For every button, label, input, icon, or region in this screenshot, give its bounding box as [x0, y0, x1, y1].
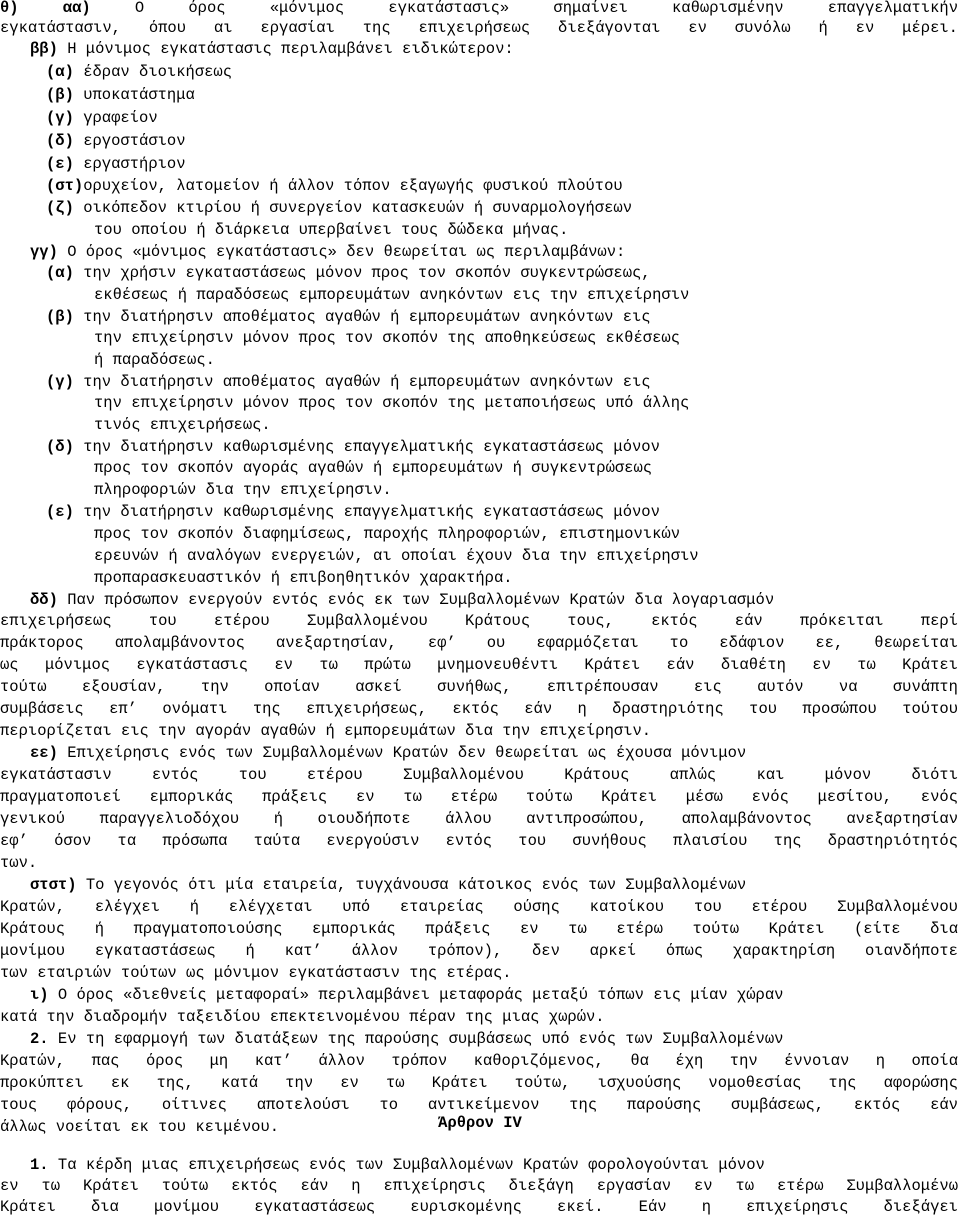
list-item: (β) την διατήρησιν αποθέματος αγαθών ή εμπορευμάτων ανηκόντων εις [46, 308, 651, 326]
text-line: των εταιριών τούτων ως μόνιμον εγκατάστασιν της ετέρας. [0, 964, 512, 982]
paragraph-first-line: δδ) Παν πρόσωπον ενεργούν εντός ενός εκ των Συμβαλλομένων Κρατών δια λογαριασμόν [30, 591, 775, 609]
list-item-continuation: του οποίου ή διάρκεια υπερβαίνει τους δώδεκα μήνας. [94, 221, 569, 239]
list-item: (ζ) οικόπεδον κτιρίου ή συνεργείον κατασκευών ή συναρμολογήσεων [46, 199, 632, 217]
text-line: εγκατάστασιν εντός του ετέρου Συμβαλλομένου Κράτους απλώς και μόνον διότι [0, 766, 958, 784]
text-line: των. [0, 854, 38, 872]
text-line: πράκτορος απολαμβάνοντος ανεξαρτησίαν, εφ’ ου εφαρμόζεται το εδάφιον εε, θεωρείται [0, 634, 958, 652]
paragraph-first-line: στστ) Το γεγονός ότι μία εταιρεία, τυγχάνουσα κάτοικος ενός των Συμβαλλομένων [30, 876, 747, 894]
text-line: προκύπτει εκ της, κατά την εν τω Κράτει τούτω, ισχυούσης νομοθεσίας της αφορώσης [0, 1074, 958, 1092]
list-item-continuation: προς τον σκοπόν διαφημίσεως, παροχής πληροφοριών, επιστημονικών [94, 525, 680, 543]
text-line: Κράτει δια μονίμου εγκαταστάσεως ευρισκομένης εκεί. Εάν η επιχείρησις διεξάγει [0, 1198, 958, 1216]
list-item: (στ)ορυχείον, λατομείον ή άλλον τόπον εξαγωγής φυσικού πλούτου [46, 177, 623, 195]
list-item: (δ) την διατήρησιν καθωρισμένης επαγγελματικής εγκαταστάσεως μόνον [46, 438, 660, 456]
list-item: (γ) γραφείον [46, 109, 158, 127]
list-item: (ε) την διατήρησιν καθωρισμένης επαγγελματικής εγκαταστάσεως μόνον [46, 503, 660, 521]
text-line: τούτω εξουσίαν, την οποίαν ασκεί συνήθως, επιτρέπουσαν εις αυτόν να συνάπτη [0, 678, 958, 696]
paragraph-first-line: 2. Εν τη εφαρμογή των διατάξεων της παρούσης συμβάσεως υπό ενός των Συμβαλλομένων [30, 1030, 784, 1048]
text-line: μονίμου εγκαταστάσεως ή κατ’ άλλον τρόπον), δεν αρκεί όπως χαρακτηρίση οιανδήποτε [0, 942, 958, 960]
text-line: Κράτους ή πραγματοποιούσης εμπορικάς πράξεις εν τω ετέρω τούτω Κράτει (είτε δια [0, 920, 958, 938]
text-line: πραγματοποιεί εμπορικάς πράξεις εν τω ετέρω τούτω Κράτει μέσω ενός μεσίτου, ενός [0, 788, 958, 806]
text-line: κατά την διαδρομήν ταξειδίου επεκτεινομένου πέραν της μιας χωρών. [0, 1008, 605, 1026]
text-line: εγκατάστασιν, όπου αι εργασίαι της επιχειρήσεως διεξάγονται εν συνόλω ή εν μέρει. [0, 19, 958, 37]
text-line: τους φόρους, οίτινες αποτελούσι το αντικείμενον της παρούσης συμβάσεως, εκτός εάν [0, 1096, 958, 1114]
paragraph-first-line: ι) Ο όρος «διεθνείς μεταφοραί» περιλαμβάνει μεταφοράς μεταξύ τόπων εις μίαν χώραν [30, 986, 784, 1004]
list-item-continuation: τινός επιχειρήσεως. [94, 416, 271, 434]
list-item: (δ) εργοστάσιον [46, 132, 186, 150]
list-item-continuation: πληροφοριών δια την επιχείρησιν. [94, 481, 392, 499]
text-line: εν τω Κράτει τούτω εκτός εάν η επιχείρησις διεξάγη εργασίαν εν τω ετέρω Συμβαλλομένω [0, 1177, 958, 1195]
paragraph-first-line: εε) Επιχείρησις ενός των Συμβαλλομένων Κρατών δεν θεωρείται ως έχουσα μόνιμον [30, 744, 747, 762]
text-line: συμβάσεις επ’ ονόματι της επιχειρήσεως, εκτός εάν η δραστηριότης του προσώπου τούτου [0, 700, 958, 718]
list-item: (β) υποκατάστημα [46, 86, 195, 104]
text-line: θ) αα) Ο όρος «μόνιμος εγκατάστασις» σημαίνει καθωρισμένην επαγγελματικήν [0, 0, 958, 17]
text-line: περιορίζεται εις την αγοράν αγαθών ή εμπορευμάτων δια την επιχείρησιν. [0, 722, 652, 740]
list-item-continuation: την επιχείρησιν μόνον προς τον σκοπόν της μεταποιήσεως υπό άλλης [94, 394, 690, 412]
list-item-continuation: προς τον σκοπόν αγοράς αγαθών ή εμπορευμάτων ή συγκεντρώσεως [94, 459, 653, 477]
text-line: Κρατών, ελέγχει ή ελέγχεται υπό εταιρείας ούσης κατοίκου του ετέρου Συμβαλλομένου [0, 898, 958, 916]
text-line: εφ’ όσον τα πρόσωπα ταύτα ενεργούσιν εντός του συνήθους πλαισίου της δραστηριότητός [0, 832, 958, 850]
text-line: ως μόνιμος εγκατάστασις εν τω πρώτω μνημονευθέντι Κράτει εάν διαθέτη εν τω Κράτει [0, 656, 958, 674]
text-line: άλλως νοείται εκ του κειμένου. [0, 1118, 280, 1136]
text-line: γενικού παραγγελιοδόχου ή οιουδήποτε άλλου αντιπροσώπου, απολαμβάνοντος ανεξαρτησίαν [0, 810, 958, 828]
list-item-continuation: ή παραδόσεως. [94, 351, 215, 369]
list-item-continuation: εκθέσεως ή παραδόσεως εμπορευμάτων ανηκόντων εις την επιχείρησιν [94, 286, 690, 304]
list-item: (α) έδραν διοικήσεως [46, 63, 233, 81]
text-line: ββ) Η μόνιμος εγκατάστασις περιλαμβάνει ειδικώτερον: [30, 40, 514, 58]
list-item: (ε) εργαστήριον [46, 155, 186, 173]
text-line: Κρατών, πας όρος μη κατ’ άλλον τρόπον καθοριζόμενος, θα έχη την έννοιαν η οποία [0, 1052, 958, 1070]
text-line: γγ) Ο όρος «μόνιμος εγκατάστασις» δεν θεωρείται ως περιλαμβάνων: [30, 243, 626, 261]
list-item-continuation: την επιχείρησιν μόνον προς τον σκοπόν της αποθηκεύσεως εκθέσεως [94, 329, 680, 347]
list-item-continuation: ερευνών ή αναλόγων ενεργειών, αι οποίαι έχουν δια την επιχείρησιν [94, 547, 699, 565]
paragraph-first-line: 1. Τα κέρδη μιας επιχειρήσεως ενός των Συμβαλλομένων Κρατών φορολογούνται μόνον [30, 1156, 765, 1174]
list-item-continuation: προπαρασκευαστικόν ή επιβοηθητικόν χαρακτήρα. [94, 569, 513, 587]
list-item: (α) την χρήσιν εγκαταστάσεως μόνον προς τον σκοπόν συγκεντρώσεως, [46, 264, 651, 282]
article-heading: Άρθρον IV [438, 1114, 522, 1132]
list-item: (γ) την διατήρησιν αποθέματος αγαθών ή εμπορευμάτων ανηκόντων εις [46, 373, 651, 391]
text-line: επιχειρήσεως του ετέρου Συμβαλλομένου Κράτους τους, εκτός εάν πρόκειται περί [0, 612, 958, 630]
